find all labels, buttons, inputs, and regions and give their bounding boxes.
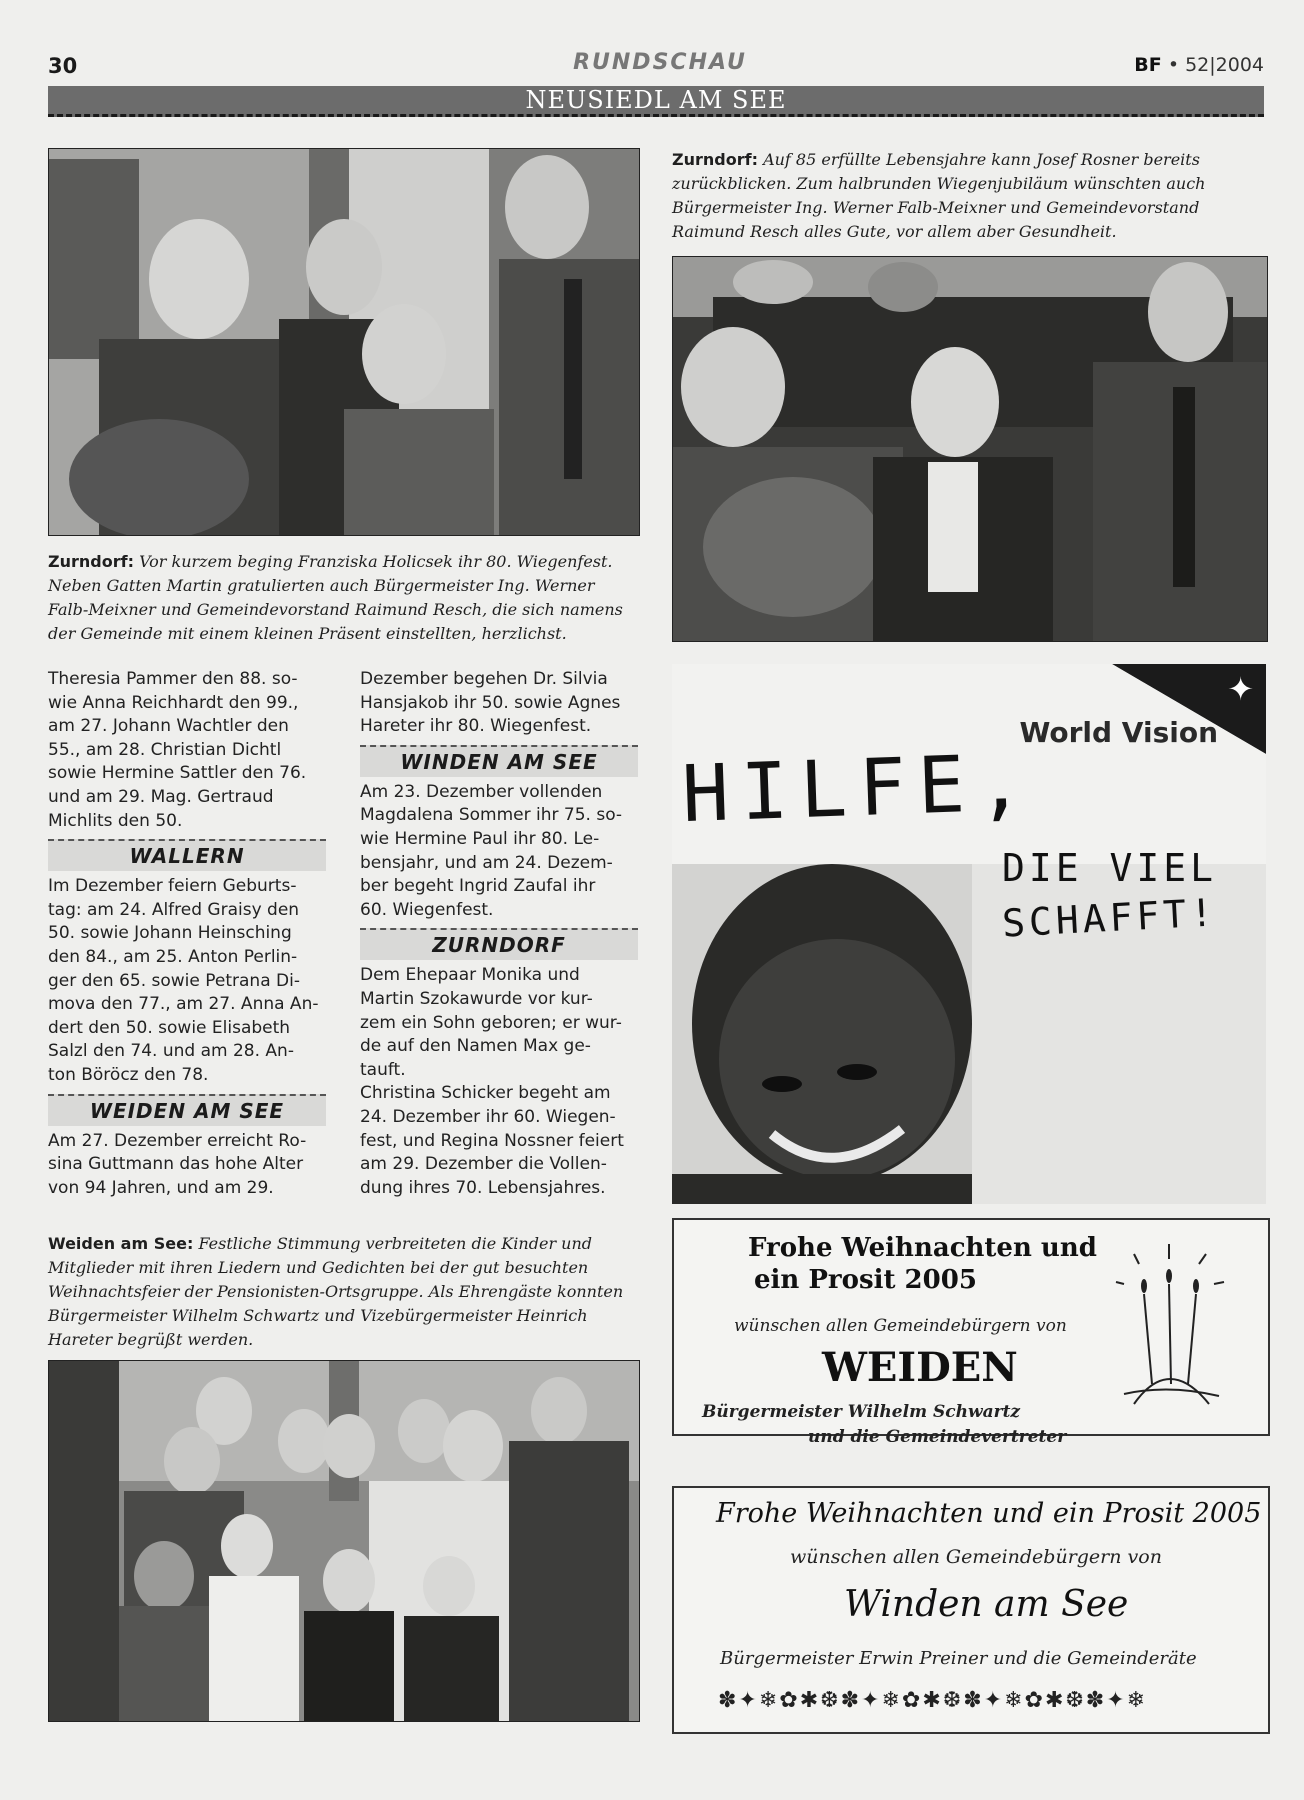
- section-head-wallern: WALLERN: [48, 839, 326, 871]
- greeting-title: [748, 1232, 1097, 1296]
- caption-holicsek: [48, 550, 638, 646]
- section-runner: RUNDSCHAU: [573, 50, 747, 75]
- wallern-text: Im Dezember feiern Geburts- tag: am 24. Alfred Graisy den 50. sowie Johann Heinsching den 84., am 25. Anton Perlin- ger den 65. sowie Petrana Di- mova den 77., am 27. Anna An- dert den 50. sowie Elisabeth Salzl den 74. und am 28. An- ton Böröcz den 78.: [48, 876, 319, 1085]
- section-head-winden: WINDEN AM SEE: [360, 745, 638, 777]
- greeting-town: Winden am See: [844, 1584, 1129, 1625]
- greeting-ad-weiden: [672, 1218, 1270, 1447]
- greeting-signature: Bürgermeister Erwin Preiner und die Gemeinderäte: [720, 1648, 1197, 1669]
- page-number: 30: [48, 54, 78, 78]
- issue-number: 52|2004: [1185, 54, 1264, 76]
- greeting-signature: [702, 1400, 1066, 1450]
- photo-rosner-birthday: [672, 256, 1268, 642]
- ornament-border-icon: ✽✦❄✿✱❆✽✦❄✿✱❆✽✦❄✿✱❆✽✦❄: [718, 1688, 1148, 1713]
- caption-place: Zurndorf:: [48, 552, 134, 571]
- candles-icon: [1114, 1234, 1234, 1424]
- caption-text: Festliche Stimmung verbreiteten die Kinder und Mitglieder mit ihren Liedern und Gedichten bei der gut besuchten Weihnachtsfeier der Pensionisten-Ortsgruppe. Als Ehrengäste konnten Bürgermeister Wilhelm Schwartz und Vizebürgermeister Heinrich Hareter begrüßt werden.: [48, 1234, 624, 1349]
- photo-graphic: [673, 257, 1267, 641]
- banner-title: NEUSIEDL AM SEE: [525, 86, 787, 114]
- sparkle-icon: ✦: [1227, 670, 1254, 708]
- caption-text: Vor kurzem beging Franziska Holicsek ihr 80. Wiegenfest. Neben Gatten Martin gratulierten auch Bürgermeister Ing. Werner Falb-Meixner und Gemeindevorstand Raimund Resch, die sich namens der Gemeinde mit einem kleinen Präsent einstellten, herzlichst.: [48, 552, 623, 643]
- greeting-title-line-1: Frohe Weihnachten und: [748, 1233, 1097, 1263]
- signature-line-1: Bürgermeister Wilhelm Schwartz: [702, 1402, 1021, 1422]
- section-head-zurndorf: ZURNDORF: [360, 928, 638, 960]
- ad-headline: HILFE,: [680, 737, 1038, 841]
- greeting-title: Frohe Weihnachten und ein Prosit 2005: [716, 1498, 1262, 1529]
- photo-graphic: [49, 1361, 639, 1721]
- zurndorf-text: Dem Ehepaar Monika und Martin Szokawurde vor kur- zem ein Sohn geboren; er wur- de auf den Namen Max ge- tauft. Christina Schicker begeht am 24. Dezember ihr 60. Wiegen- fest, und Regina Nossner feiert am 29. Dezember die Vollen- dung ihres 70. Lebensjahres.: [360, 965, 624, 1198]
- weiden-continued: Dezember begehen Dr. Silvia Hansjakob ihr 50. sowie Agnes Hareter ihr 80. Wiegenfest.: [360, 669, 621, 737]
- column-1: [48, 668, 326, 1200]
- caption-text: Auf 85 erfüllte Lebensjahre kann Josef Rosner bereits zurückblicken. Zum halbrunden Wiegenjubiläum wünschten auch Bürgermeister Ing. Werner Falb-Meixner und Gemeindevorstand Raimund Resch alles Gute, vor allem aber Gesundheit.: [672, 150, 1206, 241]
- photo-weiden-christmas-party: [48, 1360, 640, 1722]
- greeting-town: WEIDEN: [822, 1344, 1018, 1391]
- greeting-text: wünschen allen Gemeindebürgern von: [734, 1316, 1067, 1336]
- greeting-title-line-2: ein Prosit 2005: [754, 1265, 977, 1295]
- caption-place: Weiden am See:: [48, 1234, 194, 1253]
- publication-code: BF: [1134, 54, 1162, 76]
- greeting-text: wünschen allen Gemeindebürgern von: [790, 1546, 1162, 1568]
- section-banner: [48, 86, 1264, 117]
- world-vision-ad: [672, 664, 1266, 1204]
- birthday-list-intro: Theresia Pammer den 88. so- wie Anna Reichhardt den 99., am 27. Johann Wachtler den 55., am 28. Christian Dichtl sowie Hermine Sattler den 76. und am 29. Mag. Gertraud Michlits den 50.: [48, 669, 307, 831]
- ad-subline-1: DIE VIEL: [1002, 846, 1218, 890]
- caption-place: Zurndorf:: [672, 150, 758, 169]
- caption-rosner: [672, 148, 1266, 244]
- winden-text: Am 23. Dezember vollenden Magdalena Sommer ihr 75. so- wie Hermine Paul ihr 80. Le- bensjahr, und am 24. Dezem- ber begeht Ingrid Zaufal ihr 60. Wiegenfest.: [360, 781, 623, 920]
- section-head-weiden: WEIDEN AM SEE: [48, 1094, 326, 1126]
- weiden-text: Am 27. Dezember erreicht Ro- sina Guttmann das hohe Alter von 94 Jahren, und am 29.: [48, 1130, 307, 1198]
- photo-holicsek-birthday: [48, 148, 640, 536]
- issue-info: [1134, 54, 1264, 76]
- ad-subline-2: SCHAFFT!: [1000, 890, 1219, 946]
- world-vision-logo: World Vision: [1019, 716, 1218, 749]
- greeting-ad-winden: [672, 1486, 1270, 1734]
- signature-line-2: und die Gemeindevertreter: [808, 1427, 1067, 1447]
- bullet-separator: •: [1167, 54, 1186, 76]
- caption-weiden-christmas: [48, 1232, 638, 1352]
- photo-graphic: [49, 149, 639, 535]
- column-2: [360, 668, 638, 1200]
